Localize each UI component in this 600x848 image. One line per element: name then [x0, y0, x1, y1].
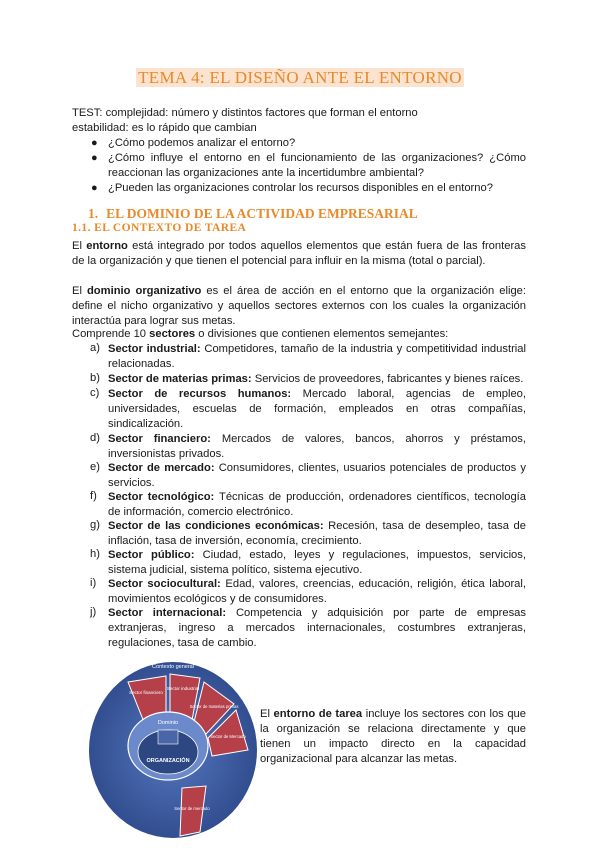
question-item: ¿Cómo influye el entorno en el funcionamiento de las organizaciones? ¿Cómo reaccionan las organizaciones ante la incertidumbre ambiental?: [108, 152, 526, 179]
sector-item: Sector de materias primas: Servicios de proveedores, fabricantes y bienes raíces.: [108, 373, 524, 385]
paragraph-entorno: El entorno está integrado por todos aquellos elementos que están fuera de las fronteras de la organización y que tienen el potencial para influir en la misma (total o parcial).: [72, 240, 526, 267]
list-letter: h): [90, 548, 100, 560]
list-letter: i): [90, 577, 97, 589]
building-icon: [158, 730, 178, 744]
test-line: TEST: complejidad: número y distintos factores que forman el entorno: [72, 107, 418, 119]
paragraph-sectores: Comprende 10 sectores o divisiones que contienen elementos semejantes:: [72, 328, 449, 340]
bullet-icon: ●: [91, 137, 98, 149]
list-letter: c): [90, 387, 100, 399]
sector-item: Sector internacional: Competencia y adquisición por parte de empresas extranjeras, ingreso a mercados internacionales, costumbres extranjeras, regulaciones, tasa de cambio.: [108, 607, 526, 649]
question-item: ¿Pueden las organizaciones controlar los recursos disponibles en el entorno?: [108, 182, 493, 194]
list-letter: f): [90, 490, 97, 502]
list-letter: b): [90, 372, 100, 384]
sector-item: Sector de recursos humanos: Mercado laboral, agencias de empleo, universidades, escuelas de formación, empleados en otras compañías, sindicalización.: [108, 388, 526, 430]
document-title: TEMA 4: EL DISEÑO ANTE EL ENTORNO: [138, 68, 462, 87]
paragraph-dominio: El dominio organizativo es el área de acción en el entorno que la organización elige: define el nicho organizativo y aquellos sectores externos con los cuales la organización interactúa para lograr sus metas.: [72, 285, 526, 327]
outer-context-label: Contexto general: [152, 664, 194, 670]
sector-label: Sector financiero: [129, 690, 163, 695]
bullet-icon: ●: [91, 182, 98, 194]
stability-line: estabilidad: es lo rápido que cambian: [72, 122, 257, 134]
task-environment-paragraph: El entorno de tarea incluye los sectores con los que la organización se relaciona directamente y que tienen un impacto directo en la capacidad organizacional para alcanzar las metas.: [260, 708, 526, 765]
sector-item: Sector de mercado: Consumidores, clientes, usuarios potenciales de productos y servicios.: [108, 462, 527, 489]
list-letter: j): [90, 606, 97, 618]
domain-label: Dominio: [157, 720, 179, 726]
list-letter: d): [90, 432, 100, 444]
sector-label: Sector de materias primas: [189, 704, 239, 709]
sector-item: Sector público: Ciudad, estado, leyes y regulaciones, impuestos, servicios, sistema judicial, sistema político, sistema ejecutivo.: [108, 549, 526, 576]
environment-diagram: [88, 660, 258, 840]
sector-item: Sector industrial: Competidores, tamaño de la industria y competitividad industrial relacionadas.: [108, 343, 526, 370]
sector-label: Sector de mercado: [174, 806, 210, 811]
sector-item: Sector financiero: Mercados de valores, bancos, ahorros y préstamos, inversionistas privados.: [108, 433, 526, 460]
list-letter: e): [90, 461, 100, 473]
sector-item: Sector de las condiciones económicas: Recesión, tasa de desempleo, tasa de inflación, tasa de inversión, economía, crecimiento.: [108, 520, 526, 547]
section-heading: 1. EL DOMINIO DE LA ACTIVIDAD EMPRESARIAL: [88, 206, 418, 221]
sector-label: Sector industrial: [166, 686, 200, 691]
subsection-heading: 1.1. EL CONTEXTO DE TAREA: [72, 222, 247, 234]
list-letter: g): [90, 519, 100, 531]
sector-label: Sector de Mercado: [210, 734, 246, 739]
question-item: ¿Cómo podemos analizar el entorno?: [108, 137, 296, 149]
bullet-icon: ●: [91, 152, 98, 164]
list-letter: a): [90, 342, 100, 354]
sector-item: Sector tecnológico: Técnicas de producción, ordenadores científicos, tecnología de información, comercio electrónico.: [108, 491, 527, 518]
organization-label: ORGANIZACIÓN: [146, 758, 190, 764]
sector-item: Sector sociocultural: Edad, valores, creencias, educación, religión, ética laboral, movimientos ecológicos y de consumidores.: [108, 578, 526, 605]
